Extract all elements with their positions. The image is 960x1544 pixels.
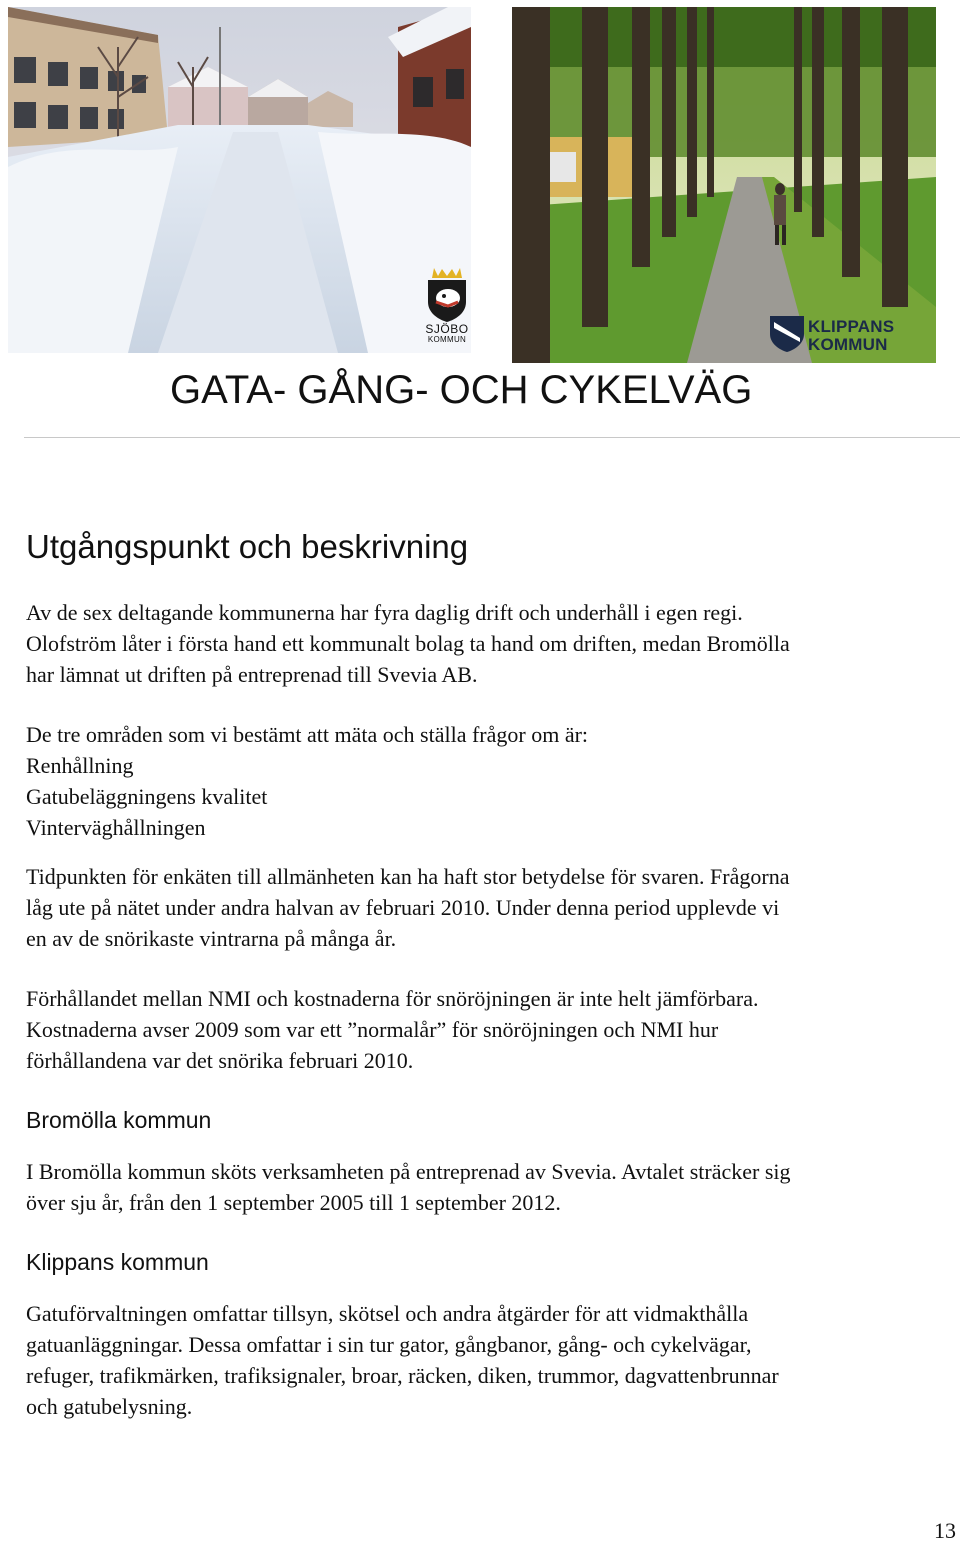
title-divider — [24, 437, 960, 438]
sjobo-crest-icon — [424, 266, 470, 322]
text-line: har lämnat ut driften på entreprenad till Svevia AB. — [26, 662, 478, 687]
sjobo-logo-name: SJÖBO — [425, 322, 469, 336]
text-line: Av de sex deltagande kommunerna har fyra daglig drift och underhåll i egen regi. — [26, 600, 743, 625]
page-title: GATA- GÅNG- OCH CYKELVÄG — [170, 368, 753, 412]
areas-paragraph — [26, 719, 956, 843]
text-line: över sju år, från den 1 september 2005 till 1 september 2012. — [26, 1190, 561, 1215]
list-item: Vinterväghållningen — [26, 815, 206, 840]
section-heading: Utgångspunkt och beskrivning — [26, 528, 469, 565]
text-line: en av de snörikaste vintrarna på många år. — [26, 926, 397, 951]
text-line: Tidpunkten för enkäten till allmänheten kan ha haft stor betydelse för svaren. Frågorna — [26, 864, 790, 889]
text-line: Olofström låter i första hand ett kommunalt bolag ta hand om driften, medan Bromölla — [26, 631, 790, 656]
tree-lined-path-photo — [512, 7, 936, 363]
klippans-kommun-logo — [770, 316, 900, 356]
text-line: I Bromölla kommun sköts verksamheten på entreprenad av Svevia. Avtalet sträcker sig — [26, 1159, 791, 1184]
klippan-logo-line1: KLIPPANS — [808, 317, 895, 336]
klippan-paragraph — [26, 1298, 956, 1422]
text-line: låg ute på nätet under andra halvan av februari 2010. Under denna period upplevde vi — [26, 895, 780, 920]
timing-paragraph — [26, 861, 956, 954]
snowy-street-photo — [8, 7, 471, 353]
list-item: Gatubeläggningens kvalitet — [26, 784, 268, 809]
intro-paragraph — [26, 597, 956, 690]
text-line: och gatubelysning. — [26, 1394, 193, 1419]
text-line: refuger, trafikmärken, trafiksignaler, broar, räcken, diken, trummor, dagvattenbrunnar — [26, 1363, 779, 1388]
text-line: De tre områden som vi bestämt att mäta och ställa frågor om är: — [26, 722, 589, 747]
page-number: 13 — [934, 1518, 956, 1543]
bromolla-paragraph — [26, 1156, 956, 1218]
klippan-heading: Klippans kommun — [26, 1249, 209, 1275]
text-line: Kostnaderna avser 2009 som var ett ”normalår” för snöröjningen och NMI hur — [26, 1017, 719, 1042]
text-line: förhållandena var det snörika februari 2010. — [26, 1048, 414, 1073]
list-item: Renhållning — [26, 753, 134, 778]
text-line: Förhållandet mellan NMI och kostnaderna för snöröjningen är inte helt jämförbara. — [26, 986, 759, 1011]
text-line: gatuanläggningar. Dessa omfattar i sin tur gator, gångbanor, gång- och cykelvägar, — [26, 1332, 752, 1357]
klippan-logo-line2: KOMMUN — [808, 335, 888, 354]
sjobo-logo-sub: KOMMUN — [427, 335, 467, 344]
relation-paragraph — [26, 983, 956, 1076]
klippan-shield-icon — [770, 316, 804, 352]
text-line: Gatuförvaltningen omfattar tillsyn, skötsel och andra åtgärder för att vidmakthålla — [26, 1301, 749, 1326]
sjobo-kommun-logo — [420, 266, 474, 354]
bromolla-heading: Bromölla kommun — [26, 1107, 212, 1133]
